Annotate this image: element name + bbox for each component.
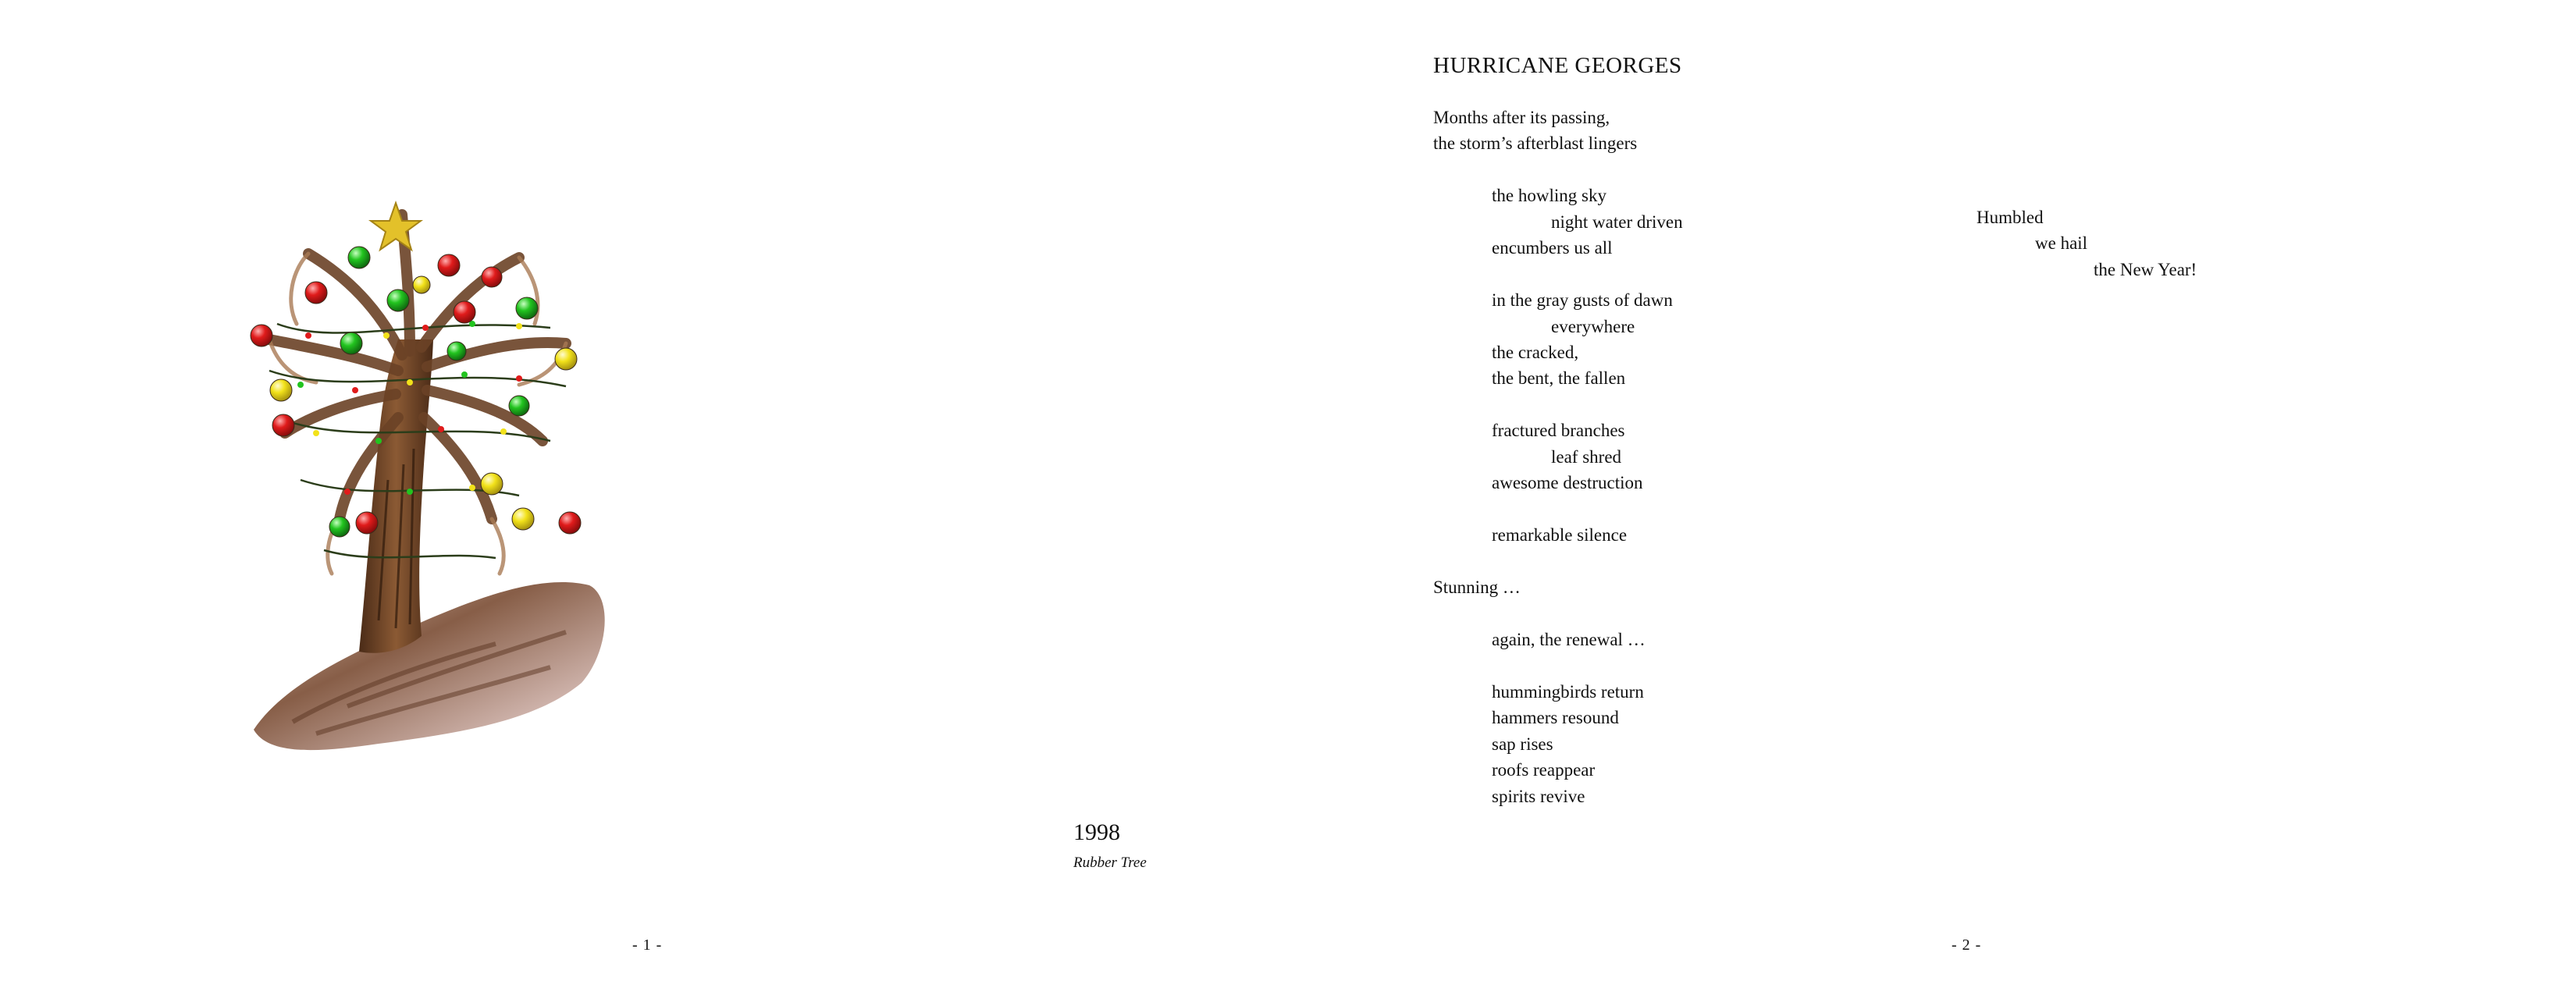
poem-line: everywhere xyxy=(1551,317,1635,336)
poem-line: the cracked, xyxy=(1492,343,1579,362)
poem-line: sap rises xyxy=(1492,734,1553,754)
poem-line: night water driven xyxy=(1551,212,1683,232)
illustration-caption: Rubber Tree xyxy=(1073,855,1147,871)
rubber-tree-icon xyxy=(222,183,628,776)
poem-line: again, the renewal … xyxy=(1492,630,1646,649)
year-heading: 1998 xyxy=(1073,819,1120,845)
poem-line: Months after its passing, xyxy=(1433,108,1610,127)
poem-line: the bent, the fallen xyxy=(1492,368,1626,388)
right-page xyxy=(1288,0,2576,995)
poem-line: fractured branches xyxy=(1492,421,1625,440)
poem-line: remarkable silence xyxy=(1492,525,1628,545)
poem-line: the howling sky xyxy=(1492,186,1606,205)
poem-line: awesome destruction xyxy=(1492,473,1643,492)
poem-line: encumbers us all xyxy=(1492,238,1613,258)
poem-line: hummingbirds return xyxy=(1492,682,1644,702)
poem-line: the storm’s afterblast lingers xyxy=(1433,133,1638,153)
poem-line: the New Year! xyxy=(2094,260,2197,279)
poem-title: HURRICANE GEORGES xyxy=(1433,53,1682,78)
page-number: - 2 - xyxy=(1952,936,1982,954)
poem-line: Stunning … xyxy=(1433,577,1521,597)
poem-line: we hail xyxy=(2035,233,2088,253)
page-number: - 1 - xyxy=(632,936,663,954)
poem-line: roofs reappear xyxy=(1492,760,1596,780)
poem-line: in the gray gusts of dawn xyxy=(1492,290,1673,310)
poem-line: spirits revive xyxy=(1492,787,1585,806)
poem-line: Humbled xyxy=(1976,208,2044,227)
poem-line: leaf shred xyxy=(1551,447,1622,467)
poem-line: hammers resound xyxy=(1492,708,1619,727)
